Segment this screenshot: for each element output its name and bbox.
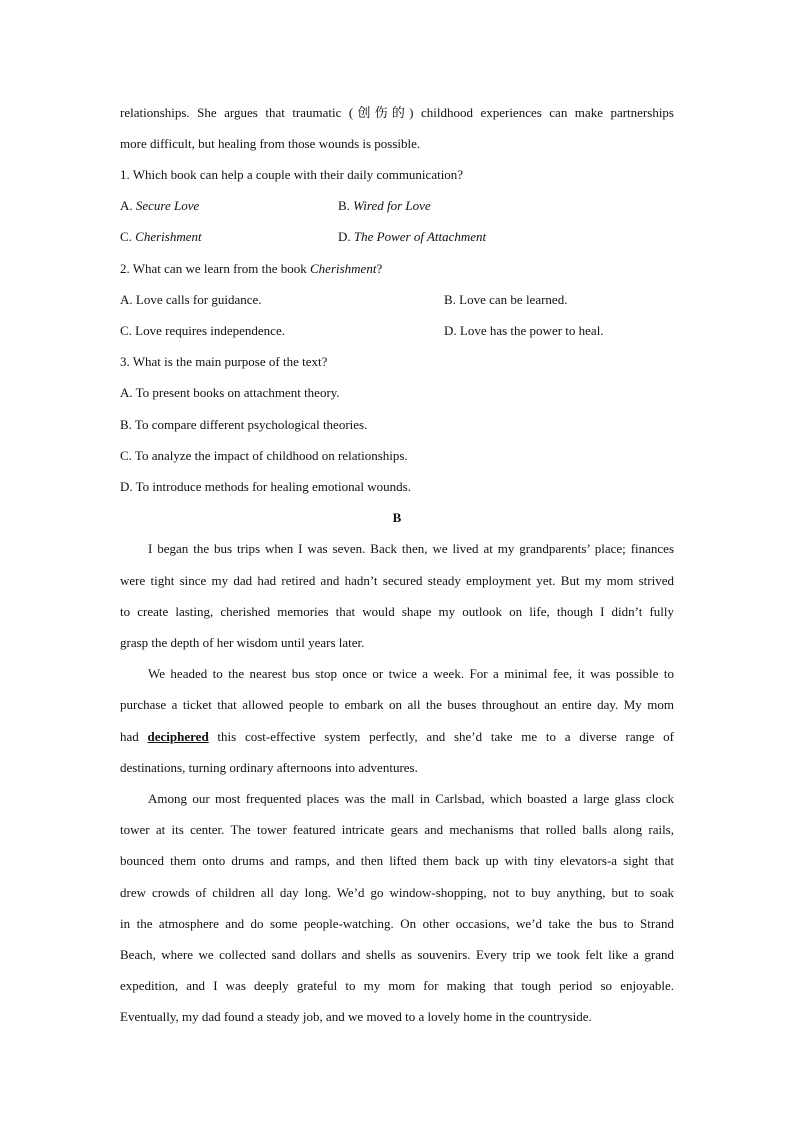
paragraph-line: were tight since my dad had retired and hadn’t secured steady employment yet. But my mom strived <box>120 573 674 588</box>
keyword-deciphered: deciphered <box>147 729 209 744</box>
option-b[interactable]: B. To compare different psychological theories. <box>120 417 368 432</box>
option-a[interactable]: A. To present books on attachment theory. <box>120 385 340 400</box>
paragraph-line: grasp the depth of her wisdom until years later. <box>120 635 365 650</box>
option-b[interactable]: B. Love can be learned. <box>444 292 568 307</box>
option-a[interactable]: A. Secure Love <box>120 198 200 213</box>
passage-a-line: more difficult, but healing from those wounds is possible. <box>120 136 421 151</box>
option-d[interactable]: D. Love has the power to heal. <box>444 323 604 338</box>
paragraph-line: I began the bus trips when I was seven. Back then, we lived at my grandparents’ place; finances <box>148 541 674 556</box>
paragraph-line: purchase a ticket that allowed people to embark on all the buses throughout an entire day. My mom <box>120 697 674 712</box>
question-1-stem: 1. Which book can help a couple with their daily communication? <box>120 167 464 182</box>
paragraph-line: to create lasting, cherished memories that would shape my outlook on life, though I didn’t fully <box>120 604 674 619</box>
paragraph-line: Among our most frequented places was the mall in Carlsbad, which boasted a large glass clock <box>148 791 674 806</box>
option-c[interactable]: C. To analyze the impact of childhood on relationships. <box>120 448 408 463</box>
paragraph-line: tower at its center. The tower featured intricate gears and mechanisms that rolled balls along rails, <box>120 822 674 837</box>
question-3-stem: 3. What is the main purpose of the text? <box>120 354 328 369</box>
question-1-options-row-1 <box>120 198 674 214</box>
paragraph-line: had deciphered this cost-effective system perfectly, and she’d take me to a diverse range of <box>120 729 674 744</box>
paragraph-line: bounced them onto drums and ramps, and then lifted them back up with tiny elevators-a sight that <box>120 853 674 868</box>
paragraph-line: expedition, and I was deeply grateful to my mom for making that tough period so enjoyable. <box>120 978 674 993</box>
question-2-stem: 2. What can we learn from the book Cherishment? <box>120 261 383 276</box>
option-b[interactable]: B. Wired for Love <box>338 198 431 213</box>
option-d[interactable]: D. To introduce methods for healing emotional wounds. <box>120 479 411 494</box>
paragraph-line: destinations, turning ordinary afternoons into adventures. <box>120 760 418 775</box>
section-heading: B <box>392 510 402 525</box>
paragraph-line: Beach, where we collected sand dollars and shells as souvenirs. Every trip we took felt like a grand <box>120 947 674 962</box>
passage-a-line: relationships. She argues that traumatic (创伤的) childhood experiences can make partnerships <box>120 105 674 120</box>
option-d[interactable]: D. The Power of Attachment <box>338 229 487 244</box>
option-c[interactable]: C. Love requires independence. <box>120 323 285 338</box>
question-2-options-row-1 <box>120 292 674 308</box>
paragraph-line: in the atmosphere and do some people-watching. On other occasions, we’d take the bus to Strand <box>120 916 674 931</box>
option-a[interactable]: A. Love calls for guidance. <box>120 292 262 307</box>
paragraph-line: drew crowds of children all day long. We’d go window-shopping, not to buy anything, but to soak <box>120 885 674 900</box>
question-1-options-row-2 <box>120 229 674 245</box>
option-c[interactable]: C. Cherishment <box>120 229 202 244</box>
question-2-options-row-2 <box>120 323 674 339</box>
paragraph-line: We headed to the nearest bus stop once or twice a week. For a minimal fee, it was possible to <box>148 666 674 681</box>
paragraph-line: Eventually, my dad found a steady job, and we moved to a lovely home in the countryside. <box>120 1009 592 1024</box>
